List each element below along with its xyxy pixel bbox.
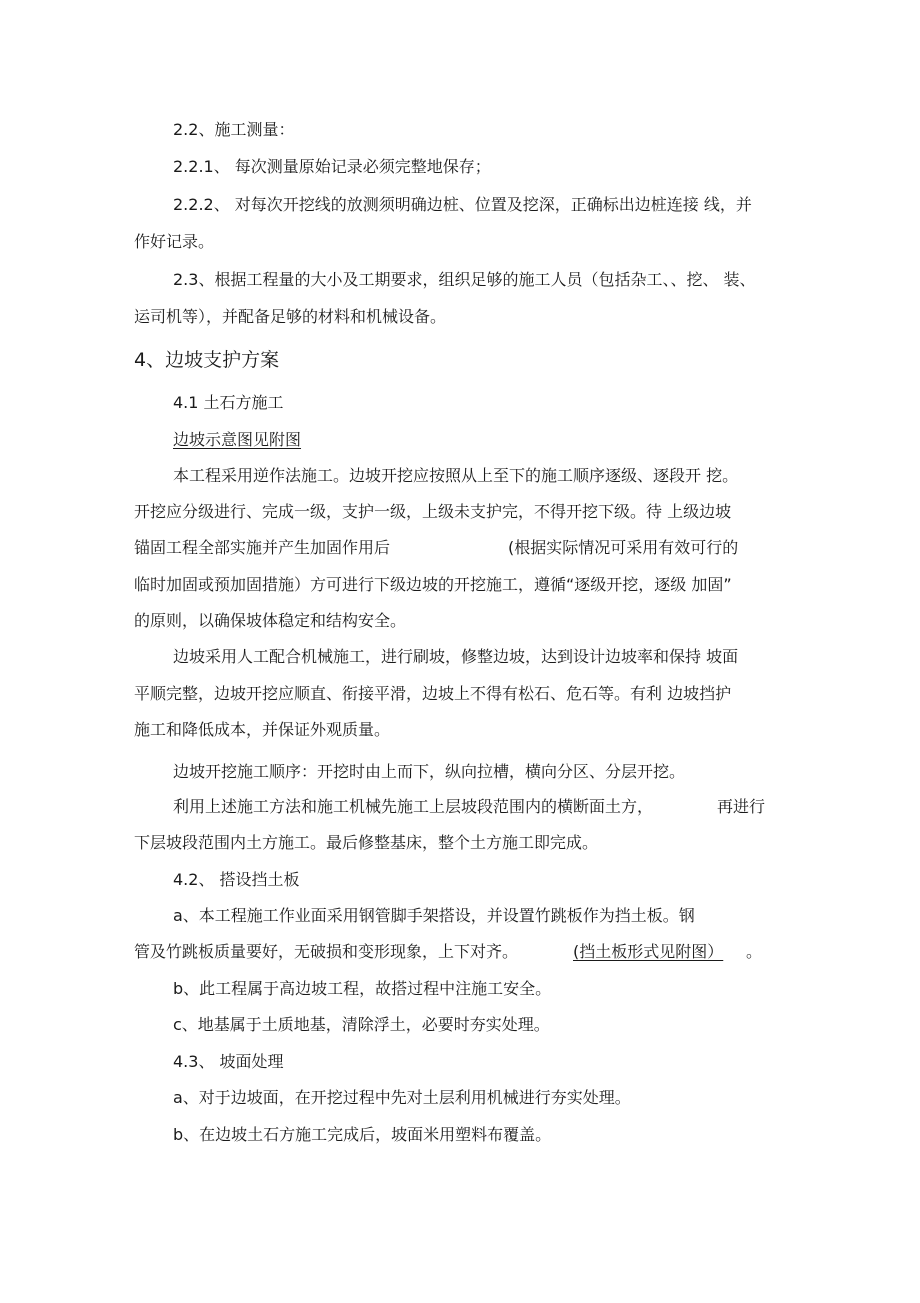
paragraph-1-line4: 临时加固或预加固措施）方可进行下级边坡的开挖施工，遵循“逐级开挖，逐级 加固” — [134, 575, 732, 594]
section-2-3-line2: 运司机等），并配备足够的材料和机械设备。 — [134, 307, 447, 326]
item-4-2-a-line1: a、本工程施工作业面采用钢管脚手架搭设，并设置竹跳板作为挡土板。钢 — [173, 906, 695, 925]
item-4-2-a-line2: 管及竹跳板质量要好，无破损和变形现象，上下对齐。 — [134, 942, 519, 961]
paragraph-2-line1: 边坡采用人工配合机械施工，进行刷坡，修整边坡，达到设计边坡率和保持 坡面 — [173, 647, 739, 666]
paragraph-2-line2: 平顺完整，边坡开挖应顺直、衔接平滑，边坡上不得有松石、危石等。有利 边坡挡护 — [134, 684, 732, 703]
paragraph-1-line2: 开挖应分级进行、完成一级，支护一级，上级未支护完，不得开挖下级。待 上级边坡 — [134, 502, 732, 521]
section-4-2-heading: 4.2、 搭设挡土板 — [173, 870, 300, 889]
paragraph-1-line5: 的原则，以确保坡体稳定和结构安全。 — [134, 611, 407, 630]
paragraph-4-line2: 下层坡段范围内土方施工。最后修整基床，整个土方施工即完成。 — [134, 833, 599, 852]
paragraph-3: 边坡开挖施工顺序：开挖时由上而下，纵向拉槽，横向分区、分层开挖。 — [173, 762, 686, 781]
paragraph-1-line3b: (根据实际情况可采用有效可行的 — [508, 538, 739, 557]
item-4-2-c: c、地基属于土质地基，清除浮土，必要时夯实处理。 — [173, 1015, 550, 1034]
item-4-3-a: a、对于边坡面，在开挖过程中先对土层利用机械进行夯实处理。 — [173, 1088, 631, 1107]
retaining-board-diagram-link[interactable]: (挡土板形式见附图） — [573, 942, 724, 961]
item-4-2-b: b、此工程属于高边坡工程，故搭过程中注施工安全。 — [173, 979, 552, 998]
section-2-2-heading: 2.2、施工测量： — [173, 120, 295, 139]
item-2-2-2-line1: 2.2.2、 对每次开挖线的放测须明确边桩、位置及挖深，正确标出边桩连接 线，并 — [173, 195, 752, 214]
paragraph-4-line1a: 利用上述施工方法和施工机械先施工上层坡段范围内的横断面土方， — [173, 797, 654, 816]
section-2-3-line1: 2.3、根据工程量的大小及工期要求，组织足够的施工人员（包括杂工、、挖、 装、 — [173, 270, 756, 289]
item-4-3-b: b、在边坡土石方施工完成后，坡面米用塑料布覆盖。 — [173, 1125, 552, 1144]
item-4-2-a-period: 。 — [746, 942, 763, 961]
paragraph-1-line3a: 锚固工程全部实施并产生加固作用后 — [134, 538, 391, 557]
item-2-2-2-line2: 作好记录。 — [134, 232, 215, 251]
paragraph-2-line3: 施工和降低成本，并保证外观质量。 — [134, 720, 391, 739]
section-4-3-heading: 4.3、 坡面处理 — [173, 1052, 284, 1071]
paragraph-4-line1b: 再进行 — [717, 797, 766, 816]
slope-diagram-link[interactable]: 边坡示意图见附图 — [173, 430, 302, 449]
section-4-1-heading: 4.1 土石方施工 — [173, 393, 284, 412]
item-2-2-1: 2.2.1、 每次测量原始记录必须完整地保存； — [173, 157, 491, 176]
section-4-heading: 4、边坡支护方案 — [134, 349, 280, 371]
paragraph-1-line1: 本工程采用逆作法施工。边坡开挖应按照从上至下的施工顺序逐级、逐段开 挖。 — [173, 466, 739, 485]
